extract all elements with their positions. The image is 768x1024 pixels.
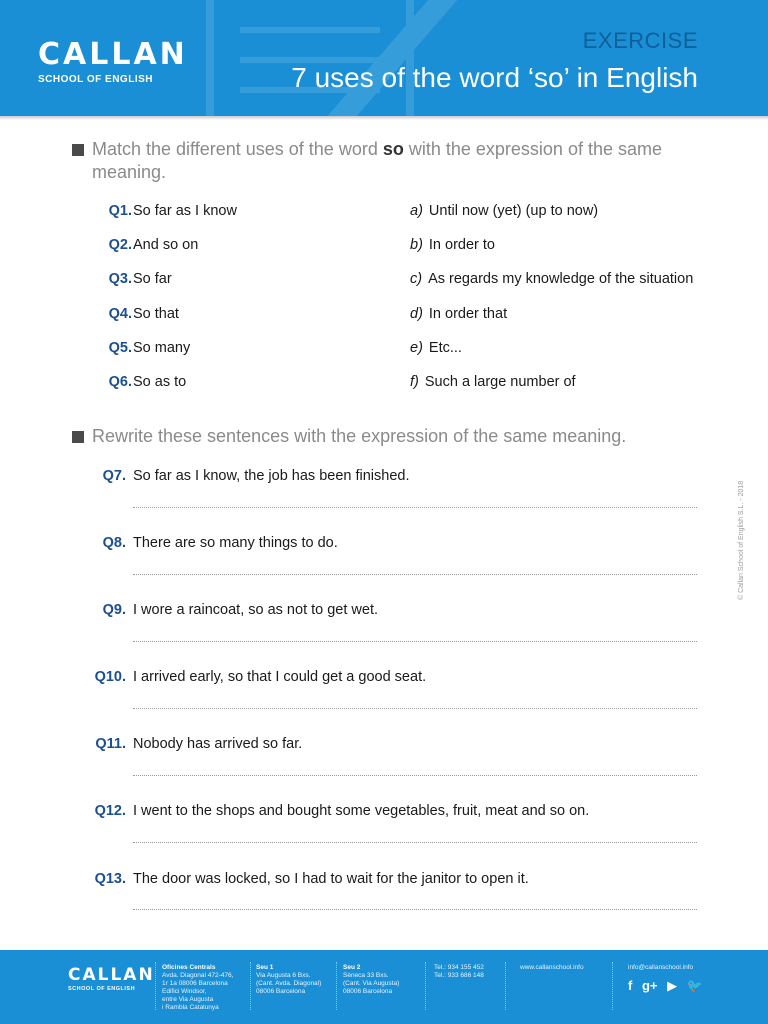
instruction-keyword: so	[382, 139, 404, 159]
footer-email	[628, 964, 693, 972]
option-text: Etc...	[428, 340, 462, 356]
header-shadow	[0, 116, 768, 120]
logo-wordmark: CALLAN	[38, 37, 188, 72]
page-footer	[0, 950, 768, 1024]
website-link[interactable]: www.callanschool.info	[520, 964, 584, 971]
footer-logo-wordmark: CALLAN	[68, 965, 155, 985]
answer-option	[410, 374, 576, 390]
question-number: Q7.	[102, 468, 126, 484]
phone-number[interactable]: Tel.: 934 155 452	[434, 964, 484, 971]
phone-number[interactable]: Tel.: 933 686 148	[434, 972, 484, 979]
copyright-notice: © Callan School of English S.L. - 2018	[738, 480, 745, 600]
option-letter: b)	[410, 237, 423, 253]
youtube-icon[interactable]: ▶	[667, 978, 678, 993]
footer-seu1	[256, 964, 321, 996]
question-text: So many	[133, 340, 191, 356]
answer-line[interactable]	[133, 574, 697, 575]
question-text: I arrived early, so that I could get a good seat.	[133, 669, 427, 685]
answer-line[interactable]	[133, 708, 697, 709]
offices-title: Oficines Centrals	[162, 964, 216, 971]
twitter-icon[interactable]: 🐦	[686, 978, 703, 993]
google-plus-icon[interactable]: g+	[641, 978, 658, 993]
rewrite-question	[0, 602, 768, 622]
question-text: Nobody has arrived so far.	[133, 736, 303, 752]
answer-option	[410, 203, 598, 219]
question-number: Q13.	[94, 871, 126, 887]
option-text: Such a large number of	[424, 374, 576, 390]
footer-logo	[68, 966, 155, 992]
question-number: Q12.	[94, 803, 126, 819]
exercise-label: EXERCISE	[582, 28, 698, 53]
question-text: There are so many things to do.	[133, 535, 338, 551]
logo-subtitle: SCHOOL OF ENGLISH	[38, 74, 153, 85]
offices-line: 1r 1a 08006 Barcelona	[162, 980, 228, 987]
answer-line[interactable]	[133, 775, 697, 776]
seu1-line: 08006 Barcelona	[256, 988, 306, 995]
question-number: Q2.	[108, 237, 132, 253]
answer-option	[410, 340, 462, 356]
answer-option	[410, 306, 507, 322]
option-text: In order that	[428, 306, 508, 322]
offices-line: Avda. Diagonal 472-476,	[162, 972, 234, 979]
seu1-title: Seu 1	[256, 964, 274, 971]
question-number: Q1.	[108, 203, 132, 219]
answer-line[interactable]	[133, 842, 697, 843]
question-number: Q11.	[95, 736, 126, 752]
footer-website	[520, 964, 584, 972]
match-instruction	[72, 138, 692, 184]
footer-divider	[425, 962, 426, 1010]
footer-divider	[250, 962, 251, 1010]
question-text: The door was locked, so I had to wait for the janitor to open it.	[133, 871, 529, 887]
seu2-line: (Cant. Via Augusta)	[343, 980, 400, 987]
question-text: I went to the shops and bought some vegetables, fruit, meat and so on.	[133, 803, 590, 819]
option-letter: d)	[410, 306, 423, 322]
footer-offices	[162, 964, 233, 1012]
match-row	[0, 237, 768, 257]
rewrite-question	[0, 736, 768, 756]
option-letter: e)	[410, 340, 423, 356]
rewrite-question	[0, 468, 768, 488]
email-link[interactable]: info@callanschool.info	[628, 964, 694, 971]
question-number: Q4.	[108, 306, 132, 322]
social-links	[628, 978, 709, 994]
seu2-line: Sèneca 33 Bxs.	[343, 972, 389, 979]
footer-divider	[336, 962, 337, 1010]
question-number: Q9.	[102, 602, 126, 618]
instruction-text: Rewrite these sentences with the expression of the same meaning.	[92, 426, 627, 446]
match-row	[0, 203, 768, 223]
match-row	[0, 306, 768, 326]
match-row	[0, 340, 768, 360]
square-bullet-icon	[72, 144, 84, 156]
notepad-pencil-icon	[190, 0, 490, 116]
offices-line: i Rambla Catalunya	[162, 1004, 219, 1011]
match-row	[0, 374, 768, 394]
option-text: In order to	[428, 237, 495, 253]
question-number: Q6.	[108, 374, 132, 390]
option-text: Until now (yet) (up to now)	[428, 203, 599, 219]
seu1-line: (Cant. Avda. Diagonal)	[256, 980, 322, 987]
question-number: Q5.	[108, 340, 132, 356]
footer-logo-subtitle: SCHOOL OF ENGLISH	[68, 986, 136, 992]
page-title: 7 uses of the word ‘so’ in English	[291, 62, 698, 93]
offices-line: entre Via Augusta	[162, 996, 214, 1003]
seu2-title: Seu 2	[343, 964, 361, 971]
offices-line: Edifici Windsor,	[162, 988, 207, 995]
instruction-text-post: with the expression of the same meaning.	[92, 139, 662, 182]
rewrite-question	[0, 871, 768, 891]
question-text: I wore a raincoat, so as not to get wet.	[133, 602, 379, 618]
facebook-icon[interactable]: f	[628, 978, 633, 993]
answer-line[interactable]	[133, 507, 697, 508]
question-number: Q8.	[102, 535, 126, 551]
option-letter: c)	[410, 271, 423, 287]
answer-line[interactable]	[133, 909, 697, 910]
instruction-text-pre: Match the different uses of the word	[92, 139, 383, 159]
footer-divider	[155, 962, 156, 1010]
option-text: As regards my knowledge of the situation	[428, 271, 694, 287]
seu1-line: Via Augusta 6 Bxs.	[256, 972, 311, 979]
option-letter: a)	[410, 203, 423, 219]
question-text: So far	[133, 271, 172, 287]
page-header	[0, 0, 768, 116]
footer-seu2	[343, 964, 399, 996]
match-row	[0, 271, 768, 291]
footer-divider	[505, 962, 506, 1010]
rewrite-question	[0, 669, 768, 689]
seu2-line: 08006 Barcelona	[343, 988, 393, 995]
rewrite-question	[0, 803, 768, 823]
answer-line[interactable]	[133, 641, 697, 642]
question-text: So as to	[133, 374, 187, 390]
answer-option	[410, 271, 693, 287]
footer-divider	[612, 962, 613, 1010]
square-bullet-icon	[72, 431, 84, 443]
option-letter: f)	[410, 374, 419, 390]
footer-phones	[434, 964, 484, 980]
callan-logo	[38, 37, 188, 85]
question-text: And so on	[133, 237, 199, 253]
rewrite-instruction	[72, 425, 692, 448]
answer-option	[410, 237, 495, 253]
question-text: So far as I know, the job has been finished.	[133, 468, 410, 484]
rewrite-question	[0, 535, 768, 555]
question-number: Q3.	[108, 271, 132, 287]
question-text: So that	[133, 306, 179, 322]
question-text: So far as I know	[133, 203, 237, 219]
question-number: Q10.	[94, 669, 126, 685]
